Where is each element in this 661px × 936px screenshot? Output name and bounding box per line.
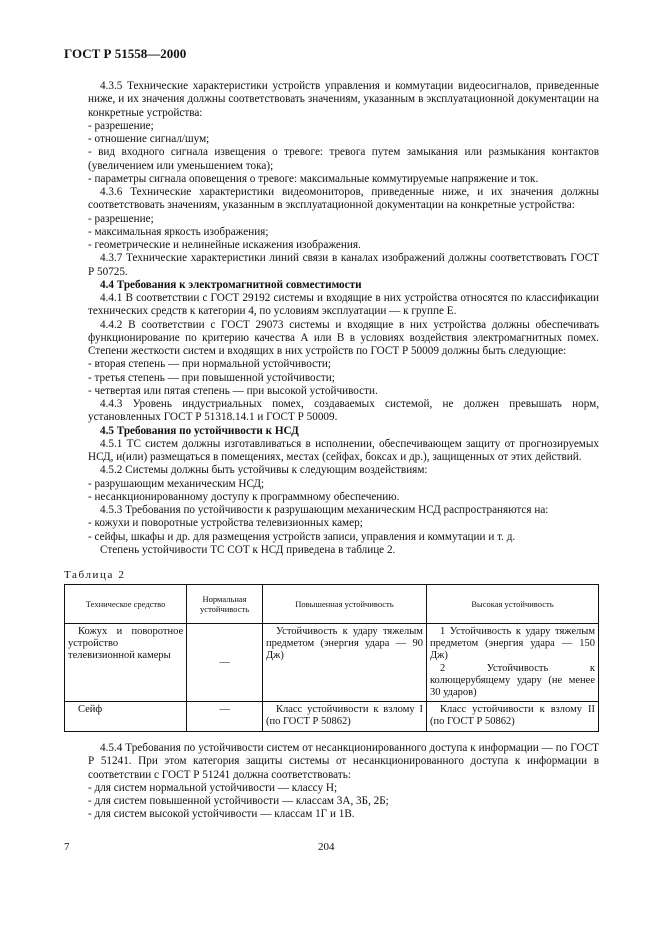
- paragraph-4-4-3: 4.4.3 Уровень индустриальных помех, создаваемых системой, не должен превышать норм, установленных ГОСТ Р 51318.14.1 и ГОСТ Р 50009.: [88, 398, 599, 424]
- list-item: - вторая степень — при нормальной устойчивости;: [88, 358, 332, 371]
- list-item: - отношение сигнал/шум;: [88, 133, 210, 145]
- paragraph-4-5-2: 4.5.2 Системы должны быть устойчивы к следующим воздействиям:: [100, 464, 428, 477]
- list-item: - разрешение;: [88, 212, 154, 225]
- table-header-cell: Техническое средство: [65, 585, 187, 624]
- list-item: - для систем повышенной устойчивости — классам 3А, 3Б, 2Б;: [88, 795, 389, 807]
- paragraph-4-5-1: 4.5.1 ТС систем должны изготавливаться в исполнении, обеспечивающем защиту от прогнозируемых НСД, и(или) размещаться в помещениях, местах (сейфах, боксах и др.), защищенных от этих действий.: [88, 437, 599, 463]
- section-heading-4-5: 4.5 Требования по устойчивости к НСД: [100, 424, 299, 437]
- table-caption: Таблица 2: [64, 569, 126, 581]
- list-item: - для систем нормальной устойчивости — классу Н;: [88, 781, 338, 794]
- paragraph-4-4-1: 4.4.1 В соответствии с ГОСТ 29192 системы и входящие в них устройства относятся по классификации технических средств к категории 4, по условиям эксплуатации — к группе Е.: [88, 292, 599, 318]
- list-item: - четвертая или пятая степень — при высокой устойчивости.: [88, 384, 378, 397]
- list-item: - сейфы, шкафы и др. для размещения устройств записи, управления и коммутации и т. д.: [88, 530, 516, 543]
- paragraph-4-5-3: 4.5.3 Требования по устойчивости к разрушающим механическим НСД распространяются на:: [100, 504, 549, 516]
- list-item: - параметры сигнала оповещения о тревоге: максимальные коммутируемые напряжение и ток.: [88, 172, 539, 185]
- sheet-number: 204: [318, 841, 335, 853]
- list-item: - максимальная яркость изображения;: [88, 225, 269, 238]
- table-cell-high: Класс устойчивости к взлому II (по ГОСТ Р 50862): [426, 702, 598, 731]
- table-header-cell: Нормальная устойчивость: [187, 585, 263, 624]
- table-header-row: [65, 585, 599, 624]
- list-item: - третья степень — при повышенной устойчивости;: [88, 371, 335, 384]
- list-item: - для систем высокой устойчивости — классам 1Г и 1В.: [88, 808, 355, 821]
- page-number: 7: [64, 841, 70, 853]
- table-cell-high-item: 1 Устойчивость к удару тяжелым предметом (энергия удара — 150 Дж): [429, 626, 595, 662]
- table-cell-device: Кожух и поворотное устройство телевизионной камеры: [65, 624, 187, 702]
- paragraph-4-3-7: 4.3.7 Технические характеристики линий связи в каналах изображений должны соответствовать ГОСТ Р 50725.: [88, 252, 599, 278]
- list-item: - геометрические и нелинейные искажения изображения.: [88, 239, 361, 251]
- list-item: - кожухи и поворотные устройства телевизионных камер;: [88, 517, 363, 530]
- table-cell-high: [426, 624, 598, 702]
- table-cell-high-item: 2 Устойчивость к колющерубящему удару (не менее 30 ударов): [429, 662, 595, 699]
- main-text: [88, 80, 599, 557]
- paragraph-4-5-4: 4.5.4 Требования по устойчивости систем от несанкционированного доступа к информации — по ГОСТ Р 51241. При этом категория защиты системы от несанкционированного доступа к информации в соответствии с ГОСТ Р 51241 должна соответствовать:: [88, 742, 599, 781]
- list-item: - вид входного сигнала извещения о тревоге: тревога путем замыкания или размыкания контактов (увеличением или уменьшением тока);: [88, 146, 599, 172]
- list-item: - несанкционированному доступу к программному обеспечению.: [88, 490, 400, 503]
- table-header-cell: Повышенная устойчивость: [262, 585, 426, 624]
- list-item: - разрушающим механическим НСД;: [88, 477, 265, 490]
- paragraph-table-ref: Степень устойчивости ТС СОТ к НСД приведена в таблице 2.: [100, 543, 396, 556]
- table-row: [65, 702, 599, 731]
- table-cell-increased: Устойчивость к удару тяжелым предметом (энергия удара — 90 Дж): [262, 624, 426, 702]
- paragraph-4-3-6: 4.3.6 Технические характеристики видеомониторов, приведенные ниже, и их значения должны соответствовать значениям, указанным в эксплуатационной документации на конкретные устройства:: [88, 186, 599, 212]
- requirements-table: [64, 584, 599, 732]
- section-heading-4-4: 4.4 Требования к электромагнитной совместимости: [100, 278, 362, 291]
- document-header: ГОСТ Р 51558—2000: [64, 46, 187, 61]
- paragraph-4-4-2: 4.4.2 В соответствии с ГОСТ 29073 системы и входящие в них устройства должны обеспечивать функционирование по критерию качества А или В в условиях воздействия электромагнитных помех. Степени жесткости систем и входящих в них устройств по ГОСТ Р 50009 должны быть следующие:: [88, 318, 599, 357]
- table-cell-normal: —: [187, 624, 263, 702]
- table-row: [65, 624, 599, 702]
- table-cell-normal: —: [187, 702, 263, 731]
- list-item: - разрешение;: [88, 119, 154, 132]
- paragraph-4-3-5: 4.3.5 Технические характеристики устройств управления и коммутации видеосигналов, приведенные ниже, и их значения должны соответствовать значениям, указанным в эксплуатационной документации на конкретные устройства:: [88, 80, 599, 119]
- after-table-text: [88, 742, 599, 822]
- table-cell-increased: Класс устойчивости к взлому I (по ГОСТ Р 50862): [262, 702, 426, 731]
- table-header-cell: Высокая устойчивость: [426, 585, 598, 624]
- table-cell-device: Сейф: [65, 702, 187, 731]
